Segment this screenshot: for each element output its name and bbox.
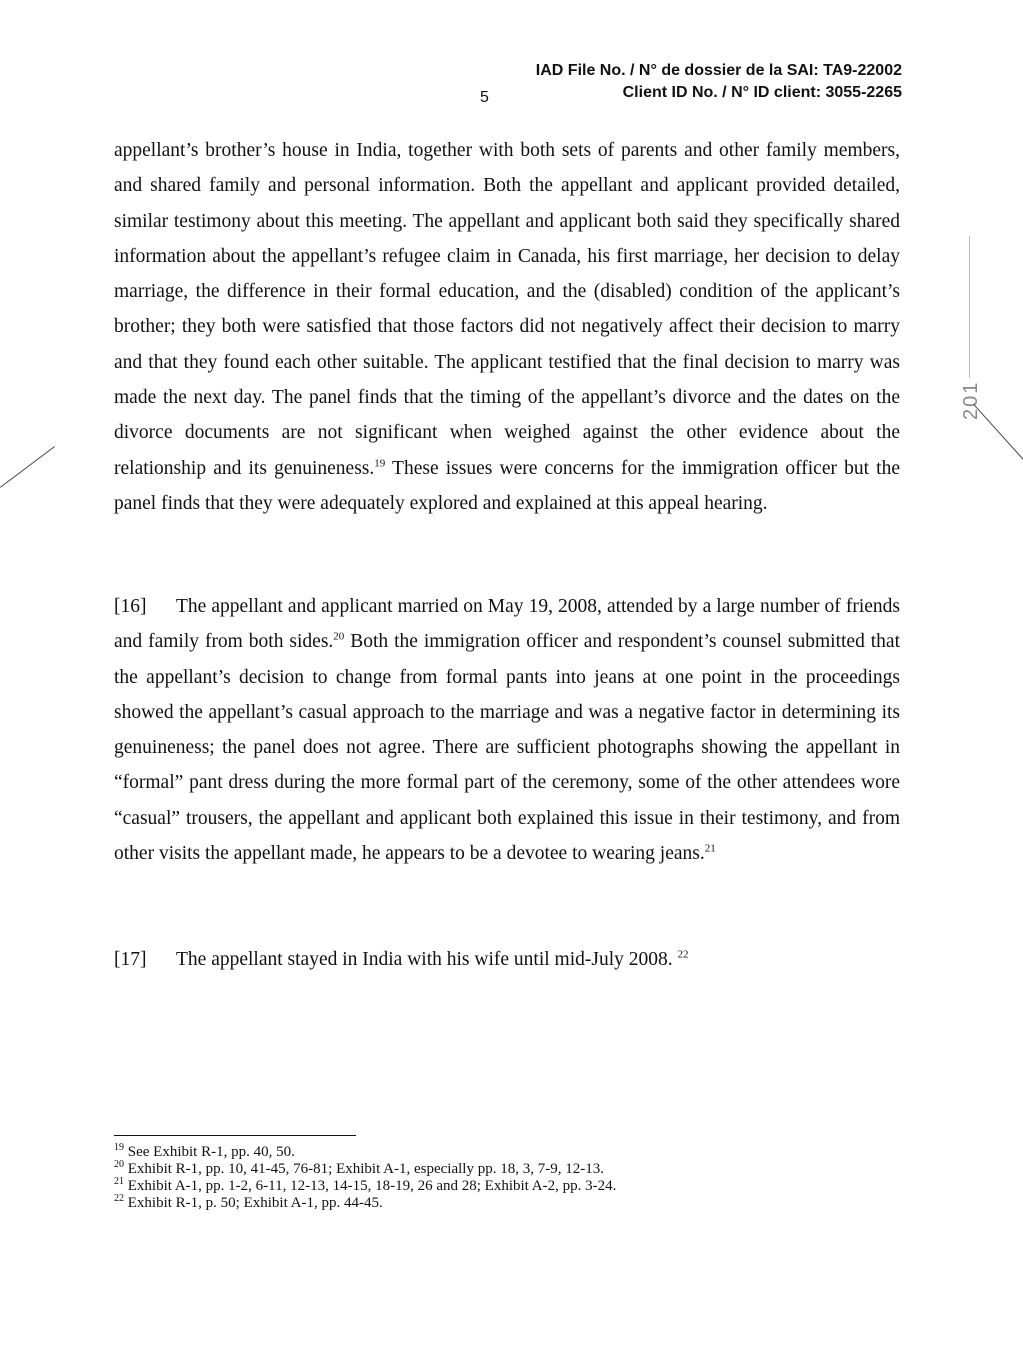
- footnote-text: See Exhibit R-1, pp. 40, 50.: [127, 1144, 295, 1160]
- footnote-number: 19: [114, 1142, 124, 1153]
- footnote-text: Exhibit R-1, p. 50; Exhibit A-1, pp. 44-45.: [127, 1195, 383, 1211]
- footnote-ref: 19: [374, 457, 386, 470]
- footnote-text: Exhibit A-1, pp. 1-2, 6-11, 12-13, 14-15, 18-19, 26 and 28; Exhibit A-2, pp. 3-24.: [127, 1178, 617, 1194]
- footnotes: [114, 1144, 900, 1212]
- footnote-item: [114, 1161, 900, 1178]
- footnote-number: 22: [114, 1193, 124, 1204]
- paragraph-continued: [114, 133, 900, 521]
- paragraph-number: [17]: [114, 949, 147, 970]
- page-number: 5: [480, 89, 489, 106]
- footnote-item: [114, 1178, 900, 1195]
- footnote-divider: [114, 1135, 356, 1136]
- footnote-ref: 20: [333, 630, 345, 643]
- file-header: [536, 60, 902, 104]
- iad-file-number: IAD File No. / N° de dossier de la SAI: TA9-22002: [535, 62, 902, 79]
- client-id-number: Client ID No. / N° ID client: 3055-2265: [622, 84, 902, 101]
- paragraph-16: [114, 589, 900, 871]
- margin-scan-line: [969, 236, 970, 378]
- footnote-item: [114, 1144, 900, 1161]
- paragraph-text: The appellant and applicant married on May 19, 2008, attended by a large number of friends and family from both sides.: [114, 596, 900, 653]
- paragraph-text: The appellant stayed in India with his wife until mid-July 2008.: [176, 949, 673, 970]
- margin-stamp: 201: [960, 380, 982, 420]
- footnote-item: [114, 1195, 900, 1212]
- footnote-ref: 21: [704, 842, 716, 855]
- footnote-ref: 22: [677, 948, 689, 961]
- footnote-number: 20: [114, 1159, 124, 1170]
- footnote-text: Exhibit R-1, pp. 10, 41-45, 76-81; Exhibit A-1, especially pp. 18, 3, 7-9, 12-13.: [127, 1161, 604, 1177]
- paragraph-text: These issues were concerns for the immigration officer but the panel finds that they were adequately explored and explained at this appeal hearing.: [114, 457, 900, 514]
- paragraph-17: [114, 942, 900, 977]
- paragraph-text: appellant’s brother’s house in India, together with both sets of parents and other family members, and shared family and personal information. Both the appellant and applicant provided detailed, similar testimony about this meeting. The appellant and applicant both said they specifically shared information about the appellant’s refugee claim in Canada, his first marriage, her decision to delay marriage, the difference in their formal education, and the (disabled) condition of the applicant’s brother; they both were satisfied that those factors did not negatively affect their decision to marry and that they found each other suitable. The applicant testified that the final decision to marry was made the next day. The panel finds that the timing of the appellant’s divorce and the dates on the divorce documents are not significant when weighed against the other evidence about the relationship and its genuineness.: [114, 140, 900, 479]
- paragraph-text: Both the immigration officer and respondent’s counsel submitted that the appellant’s decision to change from formal pants into jeans at one point in the proceedings showed the appellant’s casual approach to the marriage and was a negative factor in determining its genuineness; the panel does not agree. There are sufficient photographs showing the appellant in “formal” pant dress during the more formal part of the ceremony, some of the other attendees wore “casual” trousers, the appellant and applicant both explained this issue in their testimony, and from other visits the appellant made, he appears to be a devotee to wearing jeans.: [114, 631, 901, 865]
- margin-pen-mark: [0, 446, 55, 488]
- paragraph-number: [16]: [114, 596, 147, 617]
- footnote-number: 21: [114, 1176, 124, 1187]
